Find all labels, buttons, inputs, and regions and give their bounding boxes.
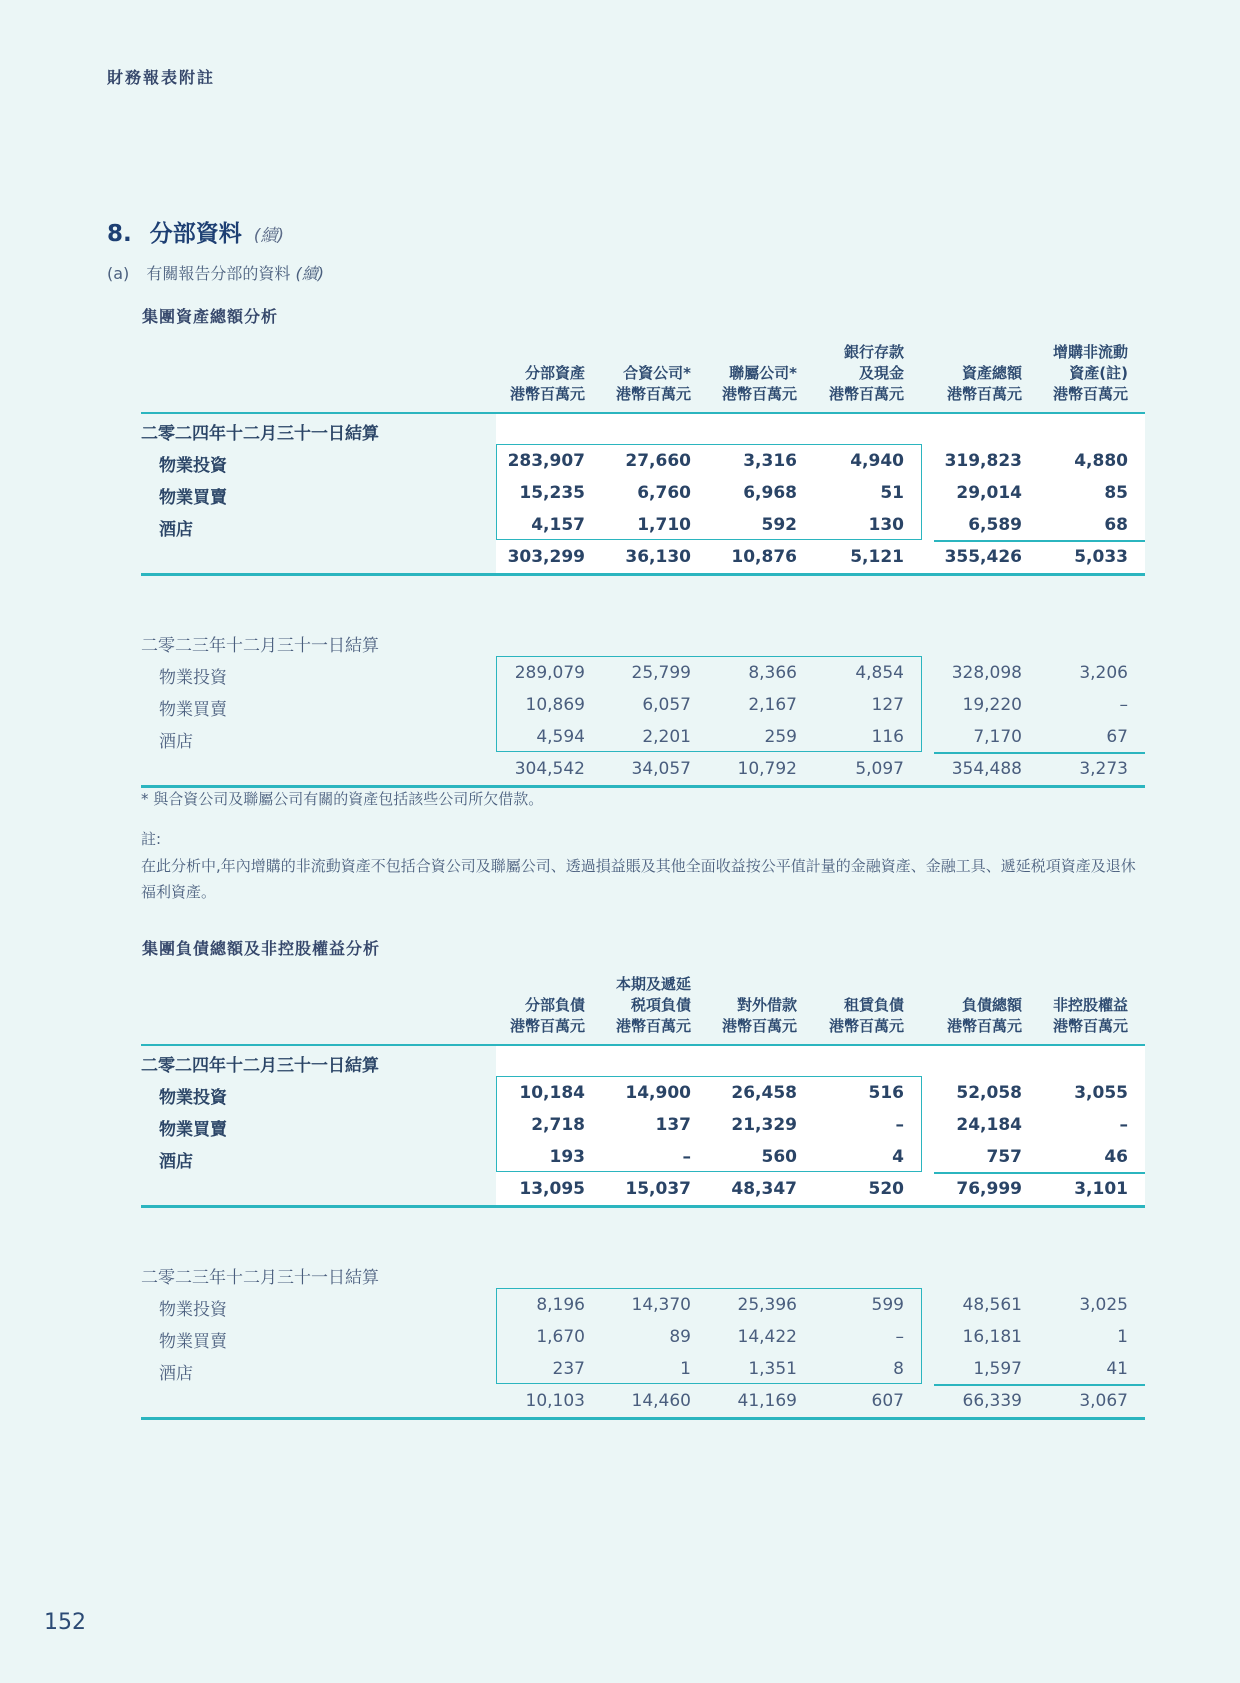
cell-value: – (1119, 695, 1128, 715)
column-header-unit: 港幣百萬元 (721, 385, 797, 403)
column-header-line2: 對外借款 (736, 996, 797, 1014)
period-label: 二零二四年十二月三十一日結算 (141, 1056, 379, 1076)
cell-value: 2,718 (531, 1115, 585, 1135)
section-number: 8. (107, 221, 132, 247)
cell-value: 27,660 (625, 451, 691, 471)
cell-value: 10,869 (525, 695, 585, 715)
cell-value: 85 (1104, 483, 1128, 503)
highlight-frame (496, 1288, 922, 1384)
total-value: 10,103 (525, 1391, 585, 1411)
row-label: 物業買賣 (159, 488, 227, 508)
highlight-frame (496, 1076, 922, 1172)
total-value: 607 (871, 1391, 904, 1411)
cell-value: 1,597 (973, 1359, 1022, 1379)
cell-value: 14,422 (737, 1327, 797, 1347)
column-header-unit: 港幣百萬元 (509, 385, 585, 403)
cell-value: – (1119, 1115, 1128, 1135)
liabilities-table-heading: 集團負債總額及非控股權益分析 (142, 939, 381, 958)
cell-value: 289,079 (514, 663, 585, 683)
column-header-line1 (774, 974, 904, 995)
total-value: 10,792 (737, 759, 797, 779)
cell-value: 1,710 (637, 515, 691, 535)
cell-value: 89 (669, 1327, 691, 1347)
column-header-line1: 本期及遞延 (615, 975, 691, 993)
column-header-unit: 港幣百萬元 (1052, 1017, 1128, 1035)
column-header-line2: 租賃負債 (843, 996, 904, 1014)
row-label: 物業買賣 (159, 1120, 227, 1140)
cell-value: – (895, 1327, 904, 1347)
total-value: 3,067 (1079, 1391, 1128, 1411)
cell-value: 259 (764, 727, 797, 747)
total-value: 3,273 (1079, 759, 1128, 779)
row-label: 酒店 (159, 1364, 193, 1384)
cell-value: – (895, 1115, 904, 1135)
total-value: 14,460 (631, 1391, 691, 1411)
cell-value: 67 (1106, 727, 1128, 747)
column-header-line2: 分部資產 (524, 364, 585, 382)
cell-value: 560 (761, 1147, 797, 1167)
column-header-line2: 合資公司* (623, 364, 691, 382)
cell-value: 24,184 (956, 1115, 1022, 1135)
total-row (141, 542, 1145, 572)
total-row (141, 1174, 1145, 1204)
total-rule (141, 1417, 1145, 1420)
cell-value: 29,014 (956, 483, 1022, 503)
cell-value: 26,458 (731, 1083, 797, 1103)
total-row (141, 1386, 1145, 1416)
total-rule (141, 1205, 1145, 1208)
total-row (141, 754, 1145, 784)
column-header-line2: 聯屬公司* (729, 364, 797, 382)
cell-value: 137 (655, 1115, 691, 1135)
row-label: 物業買賣 (159, 1332, 227, 1352)
total-value: 520 (868, 1179, 904, 1199)
total-value: 13,095 (519, 1179, 585, 1199)
row-label: 酒店 (159, 732, 193, 752)
row-label: 酒店 (159, 520, 193, 540)
cell-value: 1,670 (536, 1327, 585, 1347)
cell-value: 4,157 (531, 515, 585, 535)
column-header-unit: 港幣百萬元 (721, 1017, 797, 1035)
cell-value: 3,055 (1074, 1083, 1128, 1103)
assets-table-heading: 集團資產總額分析 (142, 307, 279, 326)
note-label: 註: (141, 830, 162, 848)
cell-value: 8,366 (748, 663, 797, 683)
row-label: 物業投資 (159, 1088, 227, 1108)
cell-value: 592 (761, 515, 797, 535)
column-header-line1 (998, 974, 1128, 995)
period-label: 二零二三年十二月三十一日結算 (141, 636, 379, 656)
cell-value: 757 (986, 1147, 1022, 1167)
cell-value: 15,235 (519, 483, 585, 503)
column-header-unit: 港幣百萬元 (828, 1017, 904, 1035)
total-value: 354,488 (951, 759, 1022, 779)
cell-value: 21,329 (731, 1115, 797, 1135)
row-label: 物業買賣 (159, 700, 227, 720)
column-header-line2: 及現金 (858, 364, 904, 382)
total-value: 304,542 (514, 759, 585, 779)
page-number: 152 (44, 1610, 86, 1635)
column-header-line2: 資產總額 (961, 364, 1022, 382)
cell-value: 4,940 (850, 451, 904, 471)
cell-value: 6,760 (637, 483, 691, 503)
column-header (774, 974, 904, 1037)
highlight-frame (496, 444, 922, 540)
cell-value: 6,968 (743, 483, 797, 503)
column-header-unit: 港幣百萬元 (828, 385, 904, 403)
cell-value: 25,396 (737, 1295, 797, 1315)
footnote: * 與合資公司及聯屬公司有關的資產包括該些公司所欠借款。 (141, 790, 544, 808)
total-value: 36,130 (625, 547, 691, 567)
column-header-line2: 負債總額 (961, 996, 1022, 1014)
subsection-title-text: 有關報告分部的資料 (146, 264, 291, 283)
cell-value: 130 (868, 515, 904, 535)
column-header (774, 342, 904, 405)
cell-value: 319,823 (944, 451, 1022, 471)
cell-value: 599 (871, 1295, 904, 1315)
cell-value: 4,880 (1074, 451, 1128, 471)
note-text: 在此分析中,年內增購的非流動資產不包括合資公司及聯屬公司、透過損益賬及其他全面收益按公平值計量的金融資產、金融工具、遞延税項資產及退休福利資產。 (141, 857, 1136, 901)
total-value: 5,033 (1074, 547, 1128, 567)
cell-value: 14,900 (625, 1083, 691, 1103)
section-title (107, 215, 284, 248)
cell-value: 41 (1106, 1359, 1128, 1379)
cell-value: 193 (549, 1147, 585, 1167)
cell-value: 7,170 (973, 727, 1022, 747)
total-value: 355,426 (944, 547, 1022, 567)
cell-value: – (682, 1147, 691, 1167)
column-header-line1: 銀行存款 (843, 343, 904, 361)
total-value: 5,097 (855, 759, 904, 779)
cell-value: 4,854 (855, 663, 904, 683)
column-header-unit: 港幣百萬元 (1052, 385, 1128, 403)
column-header-unit: 港幣百萬元 (946, 385, 1022, 403)
running-header: 財務報表附註 (107, 68, 216, 87)
total-value: 76,999 (956, 1179, 1022, 1199)
cell-value: 127 (871, 695, 904, 715)
column-header-line2: 税項負債 (630, 996, 691, 1014)
total-rule (141, 573, 1145, 576)
subsection-label: (a) (107, 264, 130, 283)
cell-value: 8 (893, 1359, 904, 1379)
cell-value: 14,370 (631, 1295, 691, 1315)
subsection-title (107, 261, 324, 284)
cell-value: 25,799 (631, 663, 691, 683)
cell-value: 1 (1117, 1327, 1128, 1347)
subsection-continued: (續) (295, 264, 324, 283)
section-title-text: 分部資料 (149, 221, 242, 247)
cell-value: 237 (552, 1359, 585, 1379)
column-header (998, 974, 1128, 1037)
period-label: 二零二四年十二月三十一日結算 (141, 424, 379, 444)
cell-value: 3,025 (1079, 1295, 1128, 1315)
column-header-unit: 港幣百萬元 (509, 1017, 585, 1035)
total-value: 5,121 (850, 547, 904, 567)
row-label: 物業投資 (159, 668, 227, 688)
cell-value: 52,058 (956, 1083, 1022, 1103)
cell-value: 8,196 (536, 1295, 585, 1315)
column-header-line2: 資產(註) (1069, 364, 1128, 382)
column-header-line2: 分部負債 (524, 996, 585, 1014)
cell-value: 283,907 (507, 451, 585, 471)
row-label: 物業投資 (159, 456, 227, 476)
row-label: 物業投資 (159, 1300, 227, 1320)
row-label: 酒店 (159, 1152, 193, 1172)
column-header-line2: 非控股權益 (1052, 996, 1128, 1014)
total-value: 34,057 (631, 759, 691, 779)
cell-value: 3,316 (743, 451, 797, 471)
cell-value: 116 (871, 727, 904, 747)
cell-value: 2,167 (748, 695, 797, 715)
total-value: 3,101 (1074, 1179, 1128, 1199)
period-label: 二零二三年十二月三十一日結算 (141, 1268, 379, 1288)
highlight-frame (496, 656, 922, 752)
cell-value: 516 (868, 1083, 904, 1103)
cell-value: 46 (1104, 1147, 1128, 1167)
cell-value: 1,351 (748, 1359, 797, 1379)
total-value: 41,169 (737, 1391, 797, 1411)
cell-value: 19,220 (962, 695, 1022, 715)
cell-value: 4 (892, 1147, 904, 1167)
total-value: 10,876 (731, 547, 797, 567)
cell-value: 3,206 (1079, 663, 1128, 683)
total-value: 66,339 (962, 1391, 1022, 1411)
total-value: 15,037 (625, 1179, 691, 1199)
cell-value: 2,201 (642, 727, 691, 747)
cell-value: 1 (680, 1359, 691, 1379)
cell-value: 51 (880, 483, 904, 503)
column-header-unit: 港幣百萬元 (946, 1017, 1022, 1035)
cell-value: 16,181 (962, 1327, 1022, 1347)
total-value: 48,347 (731, 1179, 797, 1199)
cell-value: 68 (1104, 515, 1128, 535)
section-continued: (續) (253, 226, 285, 246)
cell-value: 48,561 (962, 1295, 1022, 1315)
cell-value: 10,184 (519, 1083, 585, 1103)
total-value: 303,299 (507, 547, 585, 567)
column-header-line1: 增購非流動 (1052, 343, 1128, 361)
cell-value: 6,589 (968, 515, 1022, 535)
cell-value: 328,098 (951, 663, 1022, 683)
column-header-unit: 港幣百萬元 (615, 1017, 691, 1035)
cell-value: 6,057 (642, 695, 691, 715)
column-header-unit: 港幣百萬元 (615, 385, 691, 403)
cell-value: 4,594 (536, 727, 585, 747)
column-header (998, 342, 1128, 405)
